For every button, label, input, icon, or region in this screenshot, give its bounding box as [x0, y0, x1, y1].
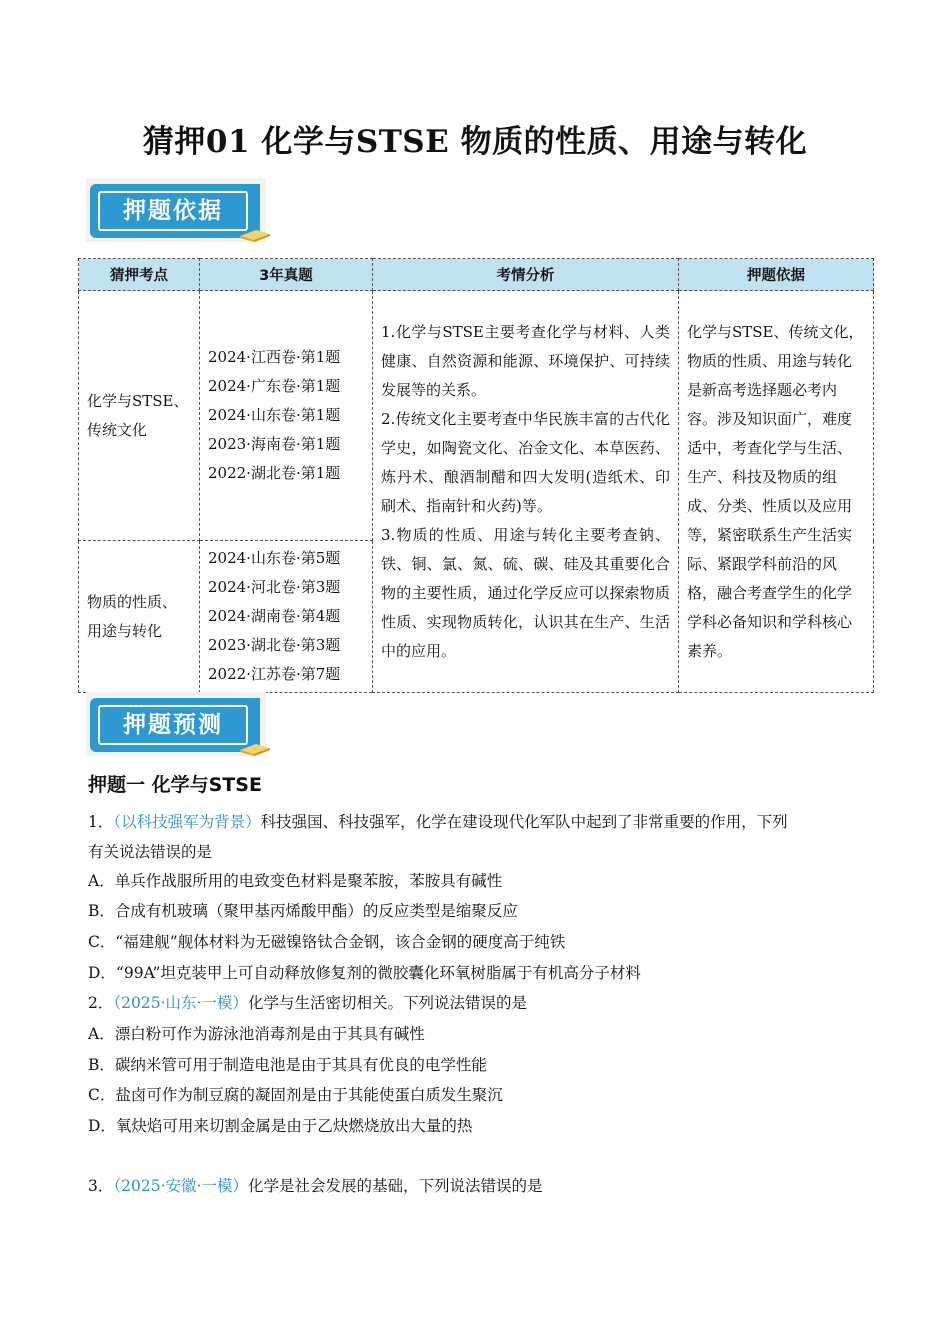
question-stem: 化学是社会发展的基础，下列说法错误的是	[247, 1177, 543, 1195]
reason-cell	[679, 291, 874, 693]
question-2-stem	[88, 992, 527, 1014]
year-item: 2024·江西卷·第1题	[208, 348, 341, 366]
question-number: 3．	[88, 1177, 114, 1195]
years-cell	[200, 541, 373, 693]
banner-prediction-label: 押题预测	[98, 705, 248, 745]
question-source: （以科技强军为背景）	[113, 813, 261, 831]
header-topic: 猜押考点	[79, 259, 200, 291]
question-number: 2．	[88, 994, 114, 1012]
year-item: 2024·湖南卷·第4题	[208, 607, 341, 625]
analysis-para: 3.物质的性质、用途与转化主要考查钠、铁、铜、氯、氮、硫、碳、硅及其重要化合物的主要性质，通过化学反应可以探索物质性质、实现物质转化，认识其在生产、生活中的应用。	[381, 525, 670, 660]
year-item: 2024·山东卷·第1题	[208, 406, 341, 424]
book-icon	[238, 740, 272, 756]
year-item: 2022·江苏卷·第7题	[208, 665, 341, 683]
section-title: 押题一 化学与STSE	[88, 774, 262, 796]
option-c: C．“福建舰”舰体材料为无磁镍铬钛合金钢，该合金钢的硬度高于纯铁	[88, 933, 566, 951]
topic-cell	[79, 541, 200, 693]
page-title: 猜押01 化学与STSE 物质的性质、用途与转化	[142, 124, 808, 160]
question-1-stem-cont: 有关说法错误的是	[88, 843, 213, 861]
question-3-stem	[88, 1175, 542, 1197]
topic-text: 物质的性质、用途与转化	[87, 592, 178, 640]
question-source: （2025·山东·一模）	[113, 994, 248, 1012]
analysis-para: 2.传统文化主要考查中华民族丰富的古代化学史，如陶瓷文化、冶金文化、本草医药、炼丹术、酿酒制醋和四大发明(造纸术、印刷术、指南针和火药)等。	[381, 409, 670, 515]
banner-basis	[86, 178, 274, 246]
year-item: 2024·广东卷·第1题	[208, 377, 341, 395]
header-years: 3年真题	[200, 259, 373, 291]
option-a: A．单兵作战服所用的电致变色材料是聚苯胺，苯胺具有碱性	[88, 872, 503, 890]
banner-prediction	[86, 692, 274, 760]
header-reason: 押题依据	[679, 259, 874, 291]
book-icon	[238, 226, 272, 242]
banner-basis-label: 押题依据	[98, 191, 248, 231]
question-source: （2025·安徽·一模）	[113, 1177, 248, 1195]
reason-text: 化学与STSE、传统文化，物质的性质、用途与转化是新高考选择题必考内容。涉及知识面广，难度适中，考查化学与生活、生产、科技及物质的组成、分类、性质以及应用等，紧密联系生产生活实际、紧跟学科前沿的风格，融合考查学生的化学学科必备知识和学科核心素养。	[687, 322, 864, 660]
option-b: B．合成有机玻璃（聚甲基丙烯酸甲酯）的反应类型是缩聚反应	[88, 902, 518, 920]
years-cell	[200, 291, 373, 541]
option-b: B．碳纳米管可用于制造电池是由于其具有优良的电学性能	[88, 1056, 487, 1074]
question-stem: 科技强国、科技强军，化学在建设现代化军队中起到了非常重要的作用，下列	[260, 813, 788, 831]
question-stem: 化学与生活密切相关。下列说法错误的是	[247, 994, 527, 1012]
year-item: 2024·河北卷·第3题	[208, 578, 341, 596]
year-item: 2022·湖北卷·第1题	[208, 464, 341, 482]
table-header-row	[79, 259, 874, 291]
table-row	[79, 291, 874, 541]
option-a: A．漂白粉可作为游泳池消毒剂是由于其具有碱性	[88, 1025, 425, 1043]
header-analysis: 考情分析	[373, 259, 679, 291]
analysis-para: 1.化学与STSE主要考查化学与材料、人类健康、自然资源和能源、环境保护、可持续发展等的关系。	[381, 322, 670, 399]
year-item: 2024·山东卷·第5题	[208, 549, 341, 567]
year-item: 2023·湖北卷·第3题	[208, 636, 341, 654]
basis-table	[78, 258, 874, 693]
question-1-stem	[88, 811, 788, 833]
topic-cell	[79, 291, 200, 541]
option-d: D．氧炔焰可用来切割金属是由于乙炔燃烧放出大量的热	[88, 1117, 473, 1135]
question-number: 1．	[88, 813, 114, 831]
topic-text: 化学与STSE、传统文化	[87, 391, 189, 439]
option-c: C．盐卤可作为制豆腐的凝固剂是由于其能使蛋白质发生聚沉	[88, 1086, 503, 1104]
option-d: D．“99A”坦克装甲上可自动释放修复剂的微胶囊化环氧树脂属于有机高分子材料	[88, 964, 641, 982]
year-item: 2023·海南卷·第1题	[208, 435, 341, 453]
analysis-cell	[373, 291, 679, 693]
